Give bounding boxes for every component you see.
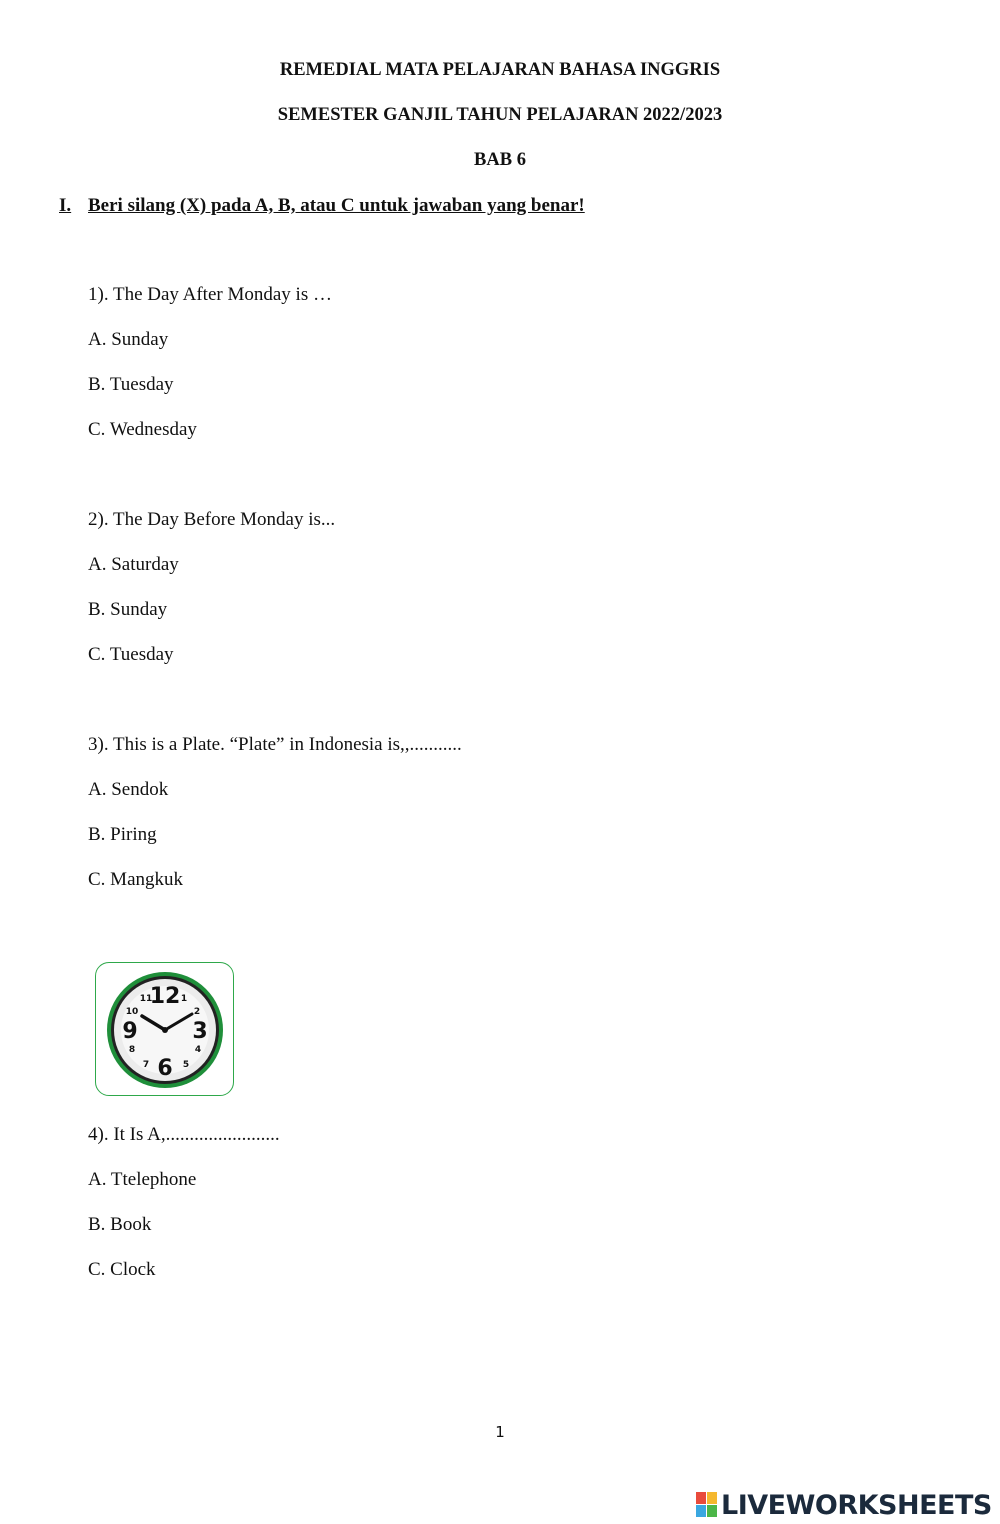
svg-text:1: 1 (180, 994, 188, 1004)
svg-text:10: 10 (125, 1007, 139, 1017)
question-1: 1). The Day After Monday is … (88, 284, 332, 305)
svg-text:8: 8 (128, 1045, 136, 1055)
question-2: 2). The Day Before Monday is... (88, 509, 336, 530)
question-3-option-c[interactable]: C. Mangkuk (88, 869, 183, 890)
question-1-option-b[interactable]: B. Tuesday (88, 374, 174, 395)
question-3: 3). This is a Plate. “Plate” in Indonesia is,,........... (88, 734, 462, 755)
liveworksheets-logo-icon (696, 1492, 718, 1518)
question-4-option-c[interactable]: C. Clock (88, 1259, 156, 1280)
svg-text:12: 12 (149, 984, 181, 1009)
question-4-option-b[interactable]: B. Book (88, 1214, 152, 1235)
clock-picture (95, 962, 234, 1096)
question-4-option-a[interactable]: A. Ttelephone (88, 1169, 197, 1190)
question-1-option-c[interactable]: C. Wednesday (88, 419, 197, 440)
clock-icon (96, 963, 235, 1097)
question-1-option-a[interactable]: A. Sunday (88, 329, 169, 350)
semester-heading: SEMESTER GANJIL TAHUN PELAJARAN 2022/2023 (277, 105, 723, 125)
svg-text:5: 5 (182, 1060, 190, 1070)
liveworksheets-brand (696, 1487, 992, 1523)
svg-text:7: 7 (142, 1060, 150, 1070)
svg-text:6: 6 (157, 1056, 173, 1081)
question-3-option-a[interactable]: A. Sendok (88, 779, 169, 800)
brand-name: LIVEWORKSHEETS (721, 1489, 992, 1521)
svg-text:2: 2 (193, 1007, 201, 1017)
question-2-option-a[interactable]: A. Saturday (88, 554, 179, 575)
svg-text:11: 11 (139, 994, 153, 1004)
question-3-option-b[interactable]: B. Piring (88, 824, 157, 845)
section-number: I. (59, 195, 72, 216)
section-instruction: Beri silang (X) pada A, B, atau C untuk jawaban yang benar! (88, 195, 585, 216)
svg-text:3: 3 (192, 1019, 208, 1044)
document-title: REMEDIAL MATA PELAJARAN BAHASA INGGRIS (279, 60, 721, 80)
svg-text:4: 4 (194, 1045, 202, 1055)
svg-text:9: 9 (122, 1019, 138, 1044)
question-2-option-c[interactable]: C. Tuesday (88, 644, 174, 665)
question-2-option-b[interactable]: B. Sunday (88, 599, 168, 620)
question-4: 4). It Is A,........................ (88, 1124, 280, 1145)
page-number: 1 (495, 1423, 505, 1441)
chapter-heading: BAB 6 (474, 150, 526, 170)
